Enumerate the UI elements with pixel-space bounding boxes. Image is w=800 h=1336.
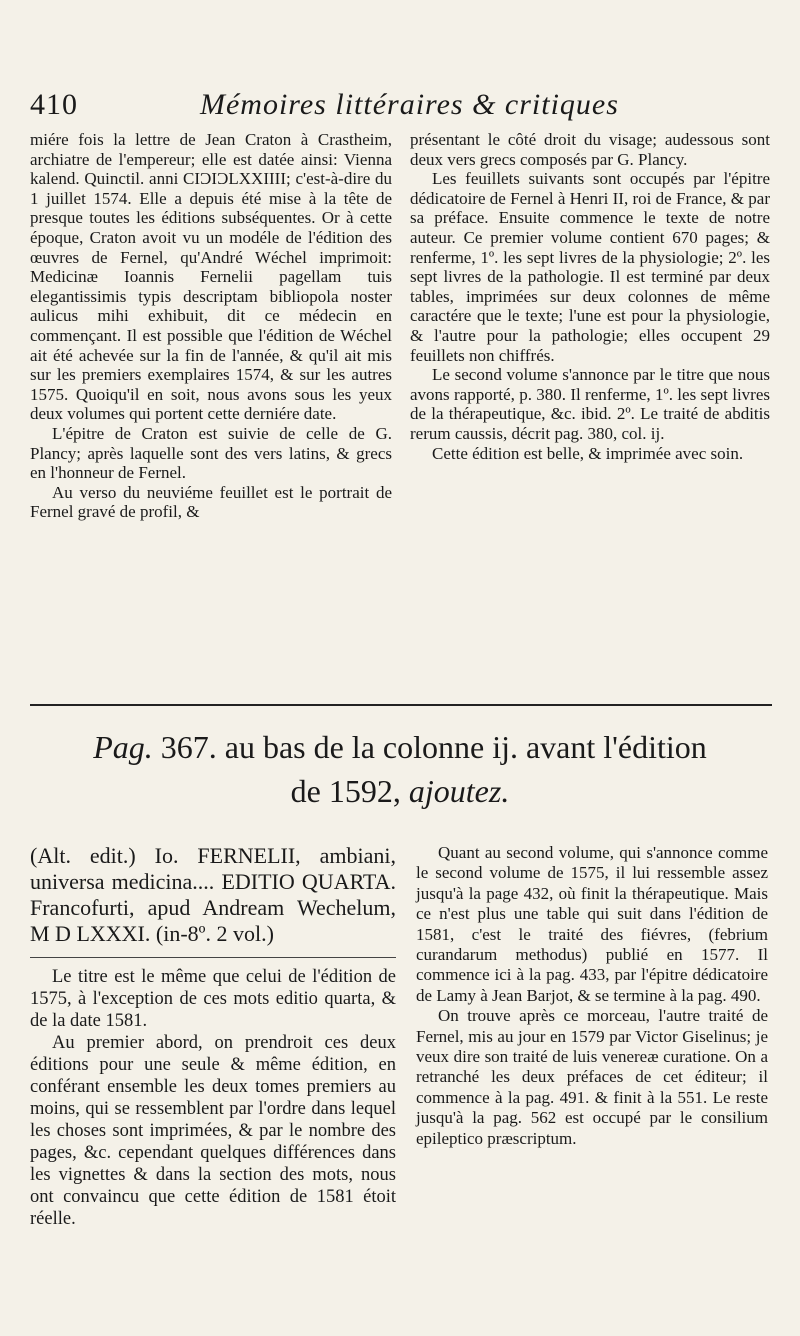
addendum-heading xyxy=(30,725,770,813)
addendum-text: 367. au bas de la colonne ij. avant l'édition xyxy=(160,729,707,765)
paragraph: présentant le côté droit du visage; audessous sont deux vers grecs composés par G. Plancy. xyxy=(410,130,770,169)
ajoutez-label: ajoutez. xyxy=(408,773,510,809)
top-left-column xyxy=(30,130,392,522)
paragraph: Quant au second volume, qui s'annonce comme le second volume de 1575, il lui ressemble assez jusqu'à la page 432, où finit la thérapeutique. Mais ce n'est plus une table qui suit dans l'édition de 1581, c'est le traité des fiévres, (febrium curandarum methodus) publié en 1577. Il commence ici à la pag. 433, par l'épitre dédicatoire de Lamy à Jean Barjot, & se termine à la pag. 490. xyxy=(416,843,768,1005)
addendum-line-1 xyxy=(30,725,770,769)
paragraph: Au premier abord, on prendroit ces deux éditions pour une seule & même édition, en conférant ensemble les deux tomes premiers au moins, qui se ressemblent par l'ordre dans lequel les choses sont imprimées, & par le nombre des pages, &c. cependant quelques différences dans les vignettes & dans la section des mots, nous ont convaincu que cette édition de 1581 étoit réelle. xyxy=(30,1033,396,1229)
paragraph: Au verso du neuviéme feuillet est le portrait de Fernel gravé de profil, & xyxy=(30,482,392,522)
running-title: Mémoires littéraires & critiques xyxy=(200,88,619,121)
bottom-right-column xyxy=(416,843,768,1149)
page-number: 410 xyxy=(30,88,78,121)
paragraph: L'épitre de Craton est suivie de celle de G. Plancy; après laquelle sont des vers latins, & grecs en l'honneur de Fernel. xyxy=(30,423,392,483)
paragraph: Le titre est le même que celui de l'édition de 1575, à l'exception de ces mots editio quarta, & de la date 1581. xyxy=(30,967,396,1031)
paragraph: Les feuillets suivants sont occupés par l'épitre dédicatoire de Fernel à Henri II, roi de France, & par sa préface. Ensuite commence le texte de notre auteur. Ce premier volume contient 670 pages; & renferme, 1º. les sept livres de la physiologie; 2º. les sept livres de la pathologie. Il est terminé par deux tables, imprimées sur deux colonnes de même caractére que le texte; l'une est pour la physiologie, & l'autre pour la pathologie; elles occupent 29 feuillets non chiffrés. xyxy=(410,169,770,365)
bottom-left-column xyxy=(30,843,396,1230)
paragraph: Cette édition est belle, & imprimée avec soin. xyxy=(432,443,744,463)
paragraph: On trouve après ce morceau, l'autre traité de Fernel, mis au jour en 1579 par Victor Giselinus; je veux dire son traité de luis venereæ curatione. On a retranché les deux préfaces de cet éditeur; il commence à la pag. 491. & finit à la 551. Le reste jusqu'à la pag. 562 est occupé par le consilium epileptico præscriptum. xyxy=(416,1006,768,1148)
paragraph: Le second volume s'annonce par le titre que nous avons rapporté, p. 380. Il renferme, 1º. les sept livres de la thérapeutique, &c. ibid. 2º. Le traité de abditis rerum caussis, décrit pag. 380, col. ij. xyxy=(410,365,770,443)
page-header xyxy=(30,88,770,128)
addendum-line-2 xyxy=(30,769,770,813)
entry-divider xyxy=(30,957,396,958)
section-divider xyxy=(30,704,772,706)
top-right-column xyxy=(410,130,770,463)
paragraph: miére fois la lettre de Jean Craton à Crastheim, archiatre de l'empereur; elle est datée ainsi: Vienna kalend. Quinctil. anni CIƆIƆLXXIIII; c'est-à-dire du 1 juillet 1574. Elle a depuis été mise à la tête de presque toutes les éditions subséquentes. Or à cette époque, Craton avoit vu un modéle de l'édition des œuvres de Fernel, qu'André Wéchel imprimoit: Medicinæ Ioannis Fernelii pagellam tuis elegantissimis typis descriptam bibliopola noster aulicus mihi exhibuit, dit ce médecin en commençant. Il est possible que l'édition de Wéchel ait été achevée sur la fin de l'année, & qu'il ait mis sur les premiers exemplaires 1574, & sur les autres 1575. Quoiqu'il en soit, nous avons sous les yeux deux volumes qui portent cette derniére date. xyxy=(30,130,392,424)
bibliographic-entry: (Alt. edit.) Io. FERNELII, ambiani, universa medicina.... EDITIO QUARTA. Francofurti, apud Andream Wechelum, M D LXXXI. (in-8º. 2 vol.) xyxy=(30,843,396,946)
addendum-text: de 1592, xyxy=(290,773,401,809)
pag-label: Pag. xyxy=(93,729,153,765)
